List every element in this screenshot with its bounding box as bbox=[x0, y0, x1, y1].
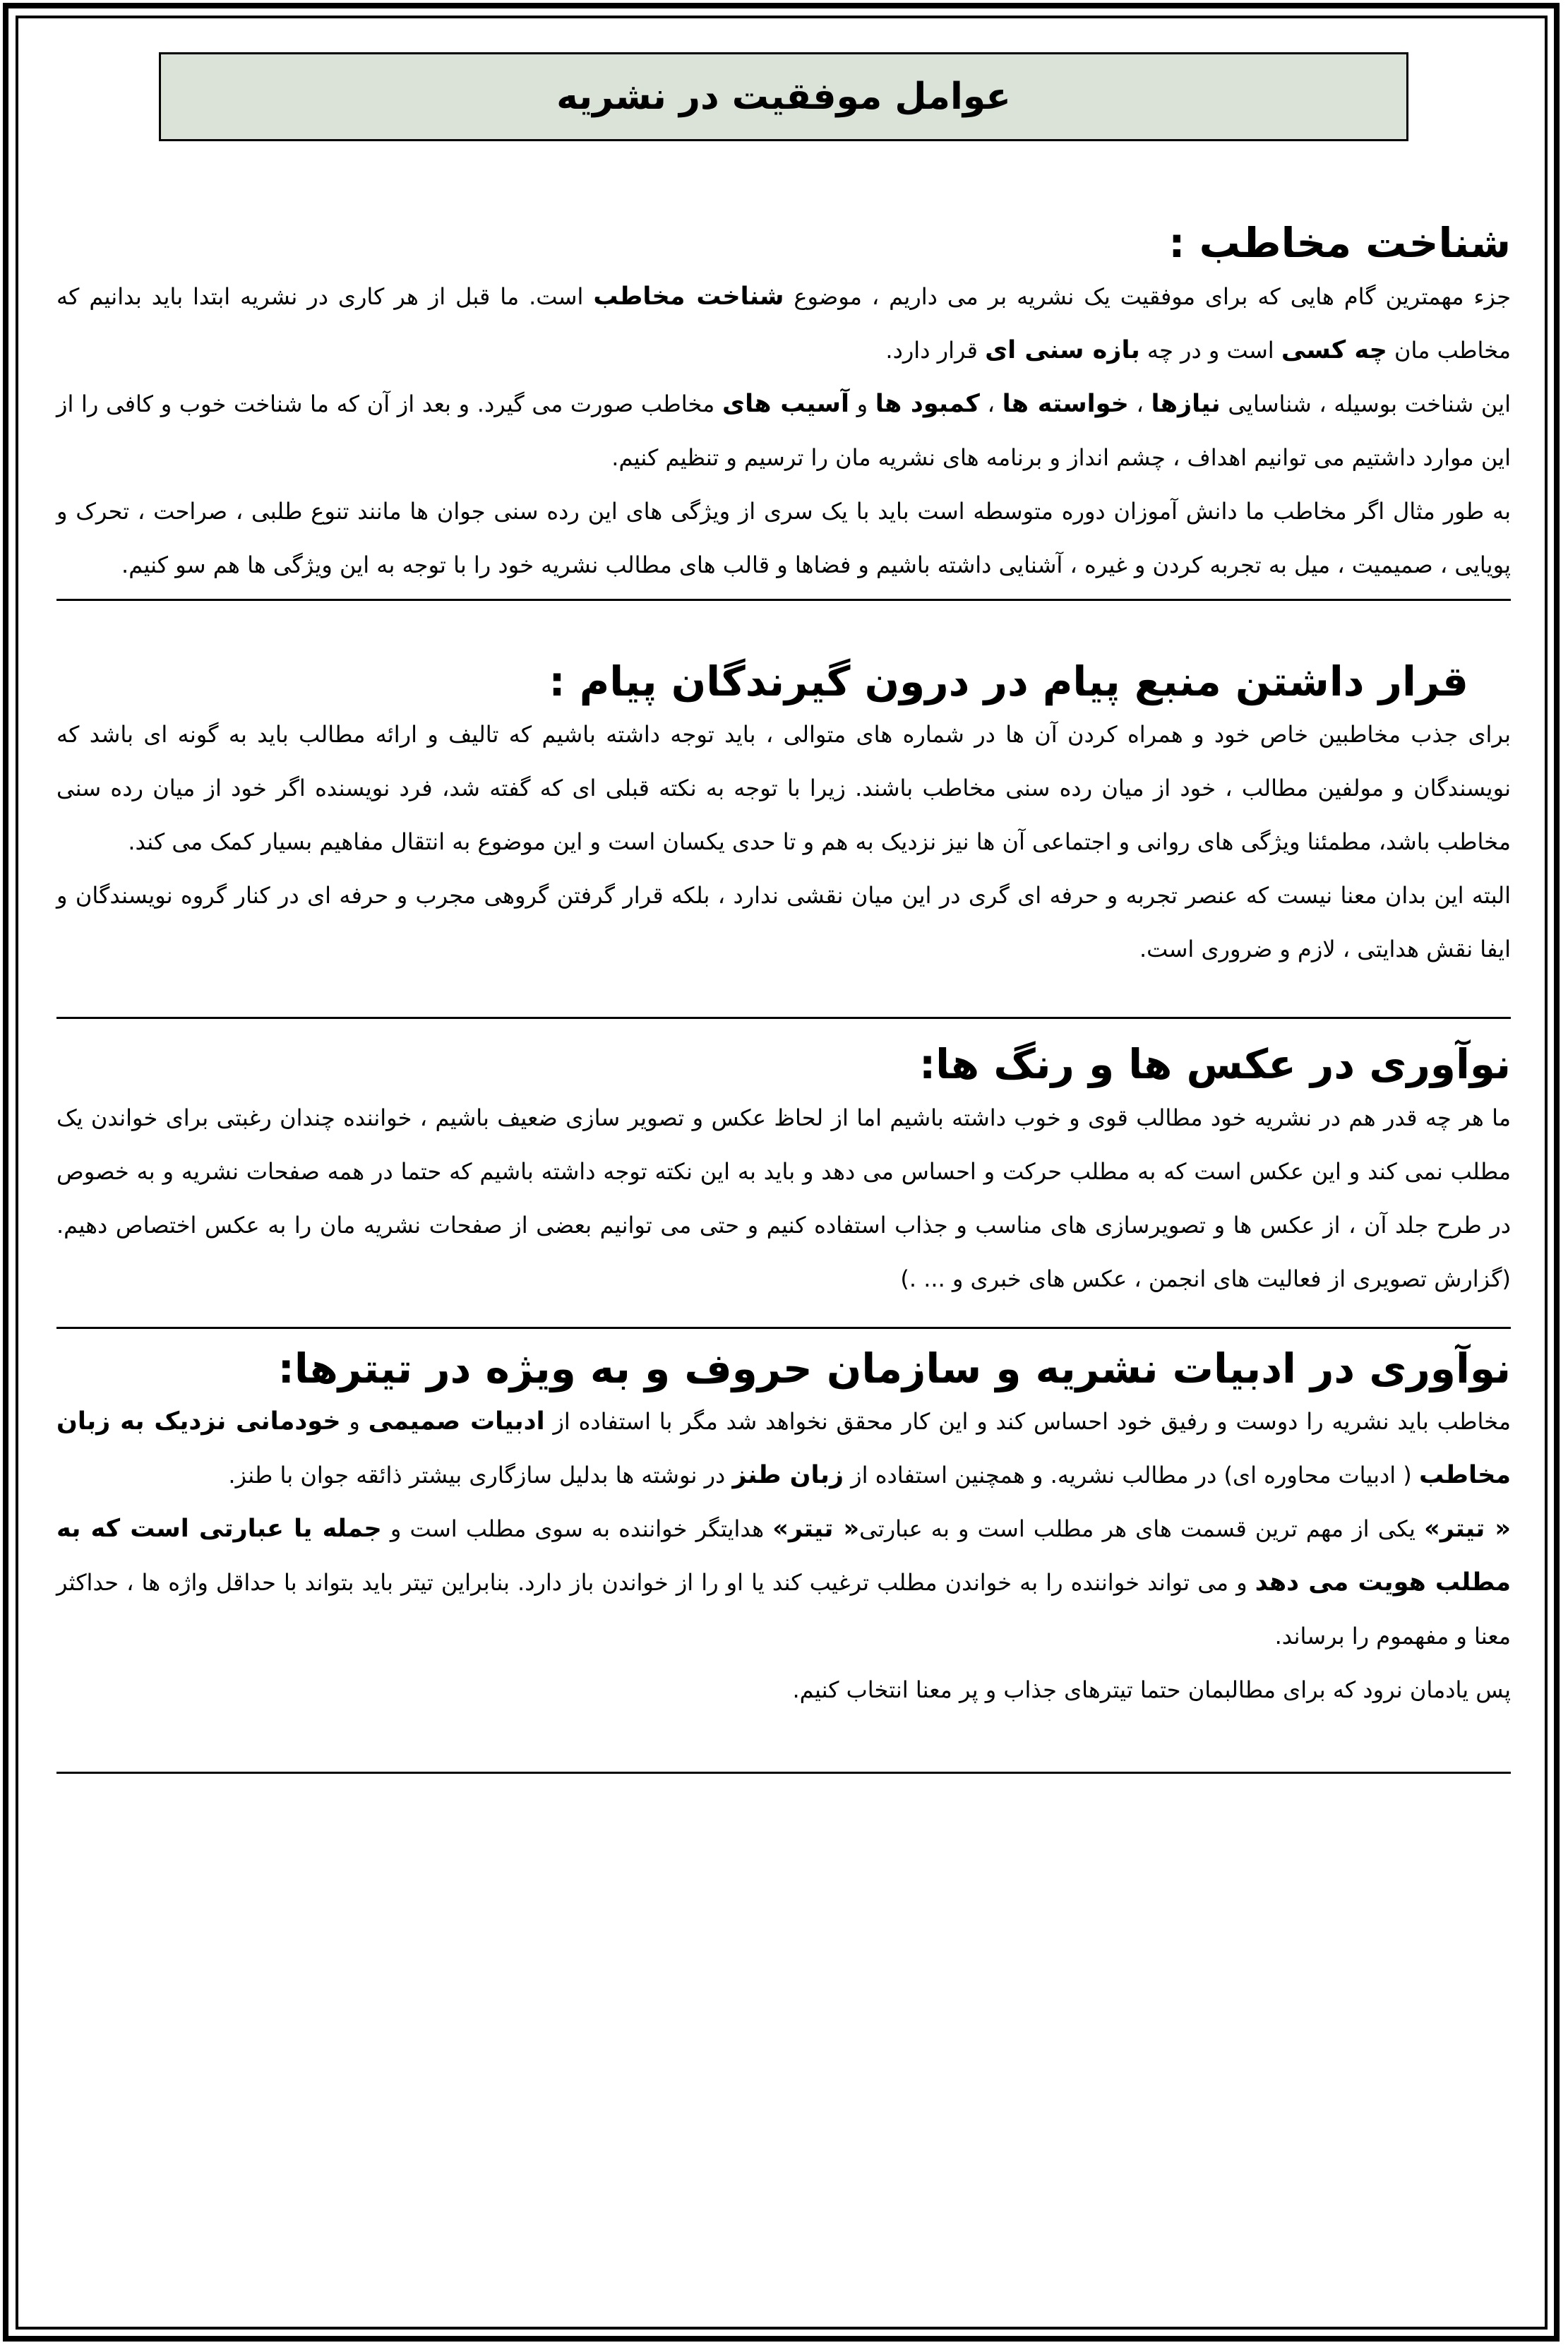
paragraph bbox=[56, 1091, 1511, 1306]
text-run: و bbox=[849, 390, 875, 417]
bold-text: جمله یا عبارتی است که به مطلب هویت می دهد bbox=[56, 1515, 1511, 1597]
text-run: و bbox=[340, 1408, 369, 1436]
section-heading: شناخت مخاطب : bbox=[1168, 219, 1511, 267]
text-run: البته این بدان معنا نیست که عنصر تجربه و حرفه ای گری در این میان نقشی ندارد ، بلکه قرار گرفتن گروهی مجرب و حرفه ای در کنار گروه نویسندگان و ایفا نقش هدایتی ، لازم و ضروری است. bbox=[56, 882, 1511, 963]
bold-text: چه کسی bbox=[1281, 335, 1387, 364]
section-body bbox=[56, 1395, 1511, 1717]
bold-text: زبان طنز bbox=[732, 1461, 844, 1490]
section-body bbox=[56, 1091, 1511, 1306]
paragraph bbox=[56, 270, 1511, 377]
page-title: عوامل موفقیت در نشریه bbox=[556, 76, 1011, 118]
bold-text: نیازها bbox=[1151, 389, 1221, 418]
text-run: هدایتگر خواننده به سوی مطلب است و bbox=[381, 1515, 773, 1543]
section-message-source bbox=[56, 657, 1511, 977]
bold-text: خودمانی نزدیک به زبان مخاطب bbox=[56, 1407, 1511, 1490]
text-run: ، bbox=[979, 390, 1003, 417]
paragraph bbox=[56, 1663, 1511, 1717]
text-run: قرار دارد. bbox=[885, 336, 986, 364]
text-run: در نوشته ها بدلیل سازگاری بیشتر ذائقه جوان با طنز. bbox=[228, 1462, 733, 1489]
bold-text: خواسته ها bbox=[1002, 389, 1129, 418]
section-literature-titles bbox=[56, 1344, 1511, 1717]
bold-text: « تیتر» bbox=[772, 1515, 860, 1544]
title-box bbox=[159, 52, 1408, 141]
section-divider bbox=[56, 1772, 1511, 1774]
bold-text: آسیب های bbox=[722, 389, 849, 418]
section-divider bbox=[56, 1017, 1511, 1019]
text-run: برای جذب مخاطبین خاص خود و همراه کردن آن ها در شماره های متوالی ، باید توجه داشته باشیم که تالیف و ارائه مطالب باید به گونه ای باشد که نویسندگان و مولفین مطالب ، خود از میان رده سنی مخاطب باشند. زیرا با توجه به نکته قبلی ای که گفته شد، فرد نویسنده اگر خود از میان رده سنی مخاطب باشد، مطمئنا ویژگی های روانی و اجتماعی آن ها نیز نزدیک به هم و تا حدی یکسان است و این موضوع به انتقال مفاهیم بسیار کمک می کند. bbox=[56, 721, 1511, 856]
section-divider bbox=[56, 1327, 1511, 1329]
bold-text: « تیتر» bbox=[1424, 1515, 1512, 1544]
text-run: یکی از مهم ترین قسمت های هر مطلب است و به عبارتی bbox=[859, 1515, 1425, 1543]
paragraph bbox=[56, 1395, 1511, 1502]
bold-text: شناخت مخاطب bbox=[593, 282, 784, 311]
section-body bbox=[56, 708, 1511, 976]
text-run: ما هر چه قدر هم در نشریه خود مطالب قوی و خوب داشته باشیم اما از لحاظ عکس و تصویر سازی ضعیف باشیم ، خواننده چندان رغبتی برای خواندن یک مطلب نمی کند و این عکس است که به مطلب حرکت و احساس می دهد و باید به این نکته توجه داشته باشیم که حتما در همه صفحات نشریه و به خصوص در طرح جلد آن ، از عکس ها و تصویرسازی های مناسب و جذاب استفاده کنیم و حتی می توانیم بعضی از صفحات نشریه مان را به عکس اختصاص دهیم. (گزارش تصویری از فعالیت های انجمن ، عکس های خبری و ... .) bbox=[56, 1104, 1511, 1292]
section-heading: نوآوری در عکس ها و رنگ ها: bbox=[918, 1040, 1511, 1089]
section-audience bbox=[56, 219, 1511, 592]
text-run: این شناخت بوسیله ، شناسایی bbox=[1220, 390, 1512, 417]
paragraph bbox=[56, 484, 1511, 592]
paragraph bbox=[56, 377, 1511, 484]
text-run: و می تواند خواننده را به خواندن مطلب ترغیب کند یا او را از خواندن باز دارد. بنابراین تیتر باید بتواند با حداقل واژه ها ، حداکثر معنا و مفهموم را برساند. bbox=[56, 1569, 1511, 1650]
text-run: ( ادبیات محاوره ای) در مطالب نشریه. و همچنین استفاده از bbox=[844, 1462, 1419, 1489]
text-run: مخاطب صورت می گیرد. و بعد از آن که ما شناخت خوب و کافی را از این موارد داشتیم می توانیم اهداف ، چشم انداز و برنامه های نشریه مان را ترسیم و تنظیم کنیم. bbox=[56, 390, 1511, 471]
section-body bbox=[56, 270, 1511, 592]
text-run: جزء مهمترین گام هایی که برای موفقیت یک نشریه بر می داریم ، موضوع bbox=[784, 282, 1511, 310]
section-heading: قرار داشتن منبع پیام در درون گیرندگان پیام : bbox=[549, 657, 1468, 705]
bold-text: ادبیات صمیمی bbox=[368, 1407, 545, 1436]
text-run: به طور مثال اگر مخاطب ما دانش آموزان دوره متوسطه است باید با یک سری از ویژگی های این رده سنی جوان ها مانند تنوع طلبی ، صراحت ، تحرک و پویایی ، صمیمیت ، میل به تجربه کردن و غیره ، آشنایی داشته باشیم و فضاها و قالب های مطالب نشریه خود را با توجه به این ویژگی ها هم سو کنیم. bbox=[56, 497, 1511, 578]
paragraph bbox=[56, 869, 1511, 976]
document-body bbox=[56, 52, 1511, 1774]
text-run: پس یادمان نرود که برای مطالبمان حتما تیترهای جذاب و پر معنا انتخاب کنیم. bbox=[792, 1676, 1511, 1704]
bold-text: بازه سنی ای bbox=[985, 335, 1140, 364]
paragraph bbox=[56, 708, 1511, 869]
text-run: مخاطب باید نشریه را دوست و رفیق خود احساس کند و این کار محقق نخواهد شد مگر با استفاده از bbox=[544, 1408, 1512, 1436]
section-photos-colors bbox=[56, 1040, 1511, 1306]
paragraph bbox=[56, 1502, 1511, 1663]
section-heading: نوآوری در ادبیات نشریه و سازمان حروف و به ویژه در تیترها: bbox=[277, 1344, 1511, 1392]
section-divider bbox=[56, 599, 1511, 601]
text-run: ، bbox=[1128, 390, 1151, 417]
text-run: است. ما قبل از هر کاری در نشریه ابتدا باید بدانیم که مخاطب مان bbox=[56, 282, 1511, 364]
text-run: است و در چه bbox=[1139, 336, 1281, 364]
bold-text: کمبود ها bbox=[875, 389, 980, 418]
